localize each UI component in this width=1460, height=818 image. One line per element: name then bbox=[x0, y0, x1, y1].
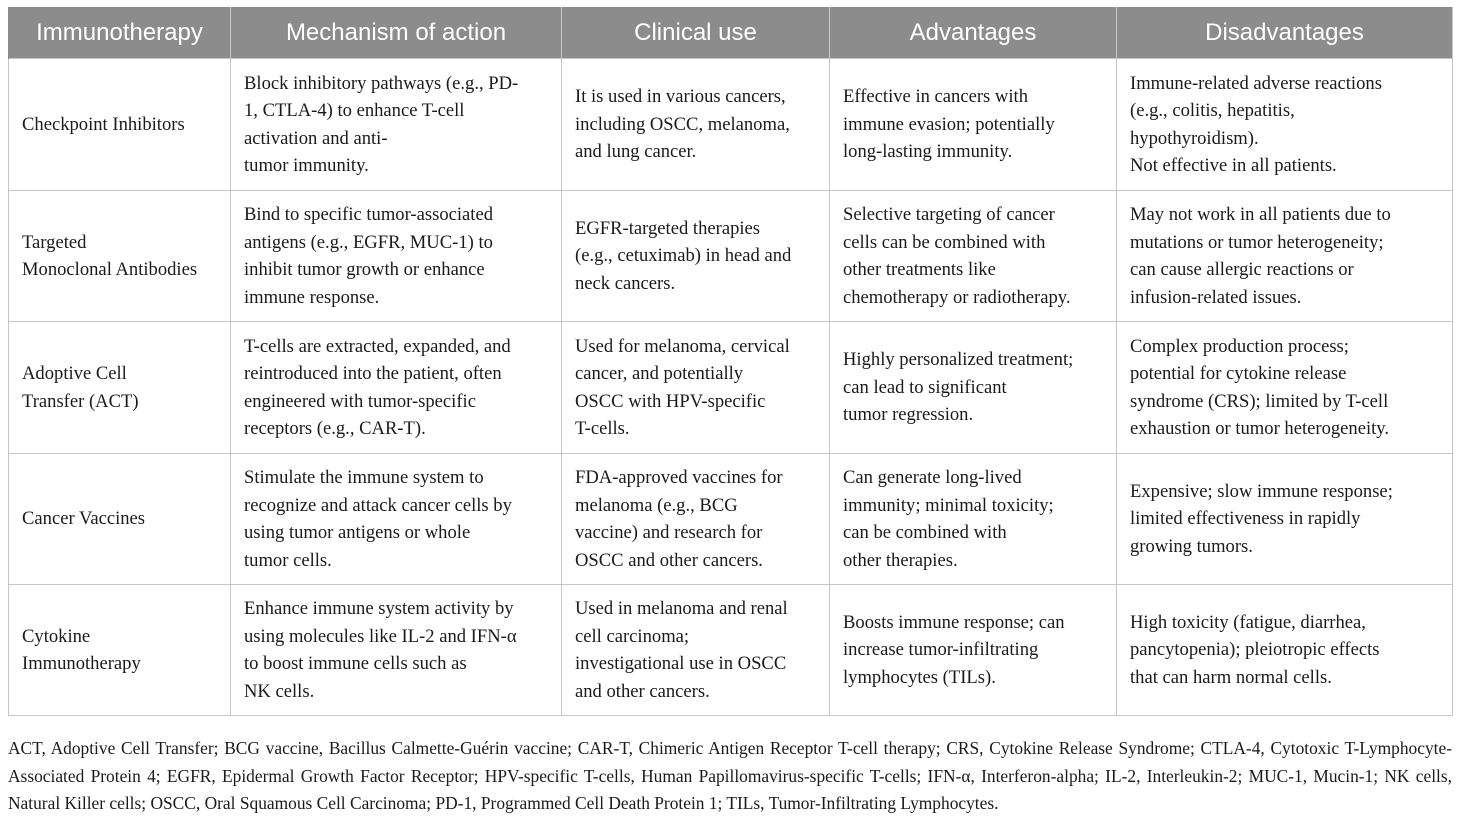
cell-line: May not work in all patients due to bbox=[1130, 204, 1391, 225]
cell-clinical-use bbox=[562, 59, 830, 191]
cell-line: Highly personalized treatment; bbox=[843, 349, 1074, 371]
cell-line: Boosts immune response; can bbox=[843, 611, 1065, 633]
cell-line: limited effectiveness in rapidly bbox=[1130, 508, 1361, 530]
cell-line: Adoptive Cell bbox=[22, 363, 127, 384]
cell-line: Monoclonal Antibodies bbox=[22, 259, 198, 280]
cell-line: using tumor antigens or whole bbox=[244, 522, 471, 543]
cell-line: infusion-related issues. bbox=[1130, 286, 1302, 308]
cell-line: vaccine) and research for bbox=[575, 522, 763, 543]
cell-line: growing tumors. bbox=[1130, 535, 1253, 557]
cell-line: tumor cells. bbox=[244, 549, 332, 571]
cell-line: tumor immunity. bbox=[244, 155, 369, 176]
cell-mechanism bbox=[231, 191, 562, 322]
table-header bbox=[9, 7, 1453, 59]
cell-line: Can generate long-lived bbox=[843, 467, 1022, 488]
cell-line: to boost immune cells such as bbox=[244, 653, 467, 674]
cell-line: NK cells. bbox=[244, 680, 315, 702]
cell-disadvantages bbox=[1117, 322, 1453, 454]
cell-line: engineered with tumor-specific bbox=[244, 390, 476, 412]
cell-line: receptors (e.g., CAR-T). bbox=[244, 418, 426, 439]
cell-line: mutations or tumor heterogeneity; bbox=[1130, 231, 1384, 253]
immunotherapy-table bbox=[8, 7, 1453, 716]
cell-disadvantages bbox=[1117, 454, 1453, 585]
cell-line: Bind to specific tumor-associated bbox=[244, 204, 494, 225]
cell-line: FDA-approved vaccines for bbox=[575, 467, 783, 488]
cell-line: Transfer (ACT) bbox=[22, 390, 139, 412]
cell-line: immune evasion; potentially bbox=[843, 113, 1055, 135]
cell-line: 1, CTLA-4) to enhance T-cell bbox=[244, 100, 465, 121]
cell-immunotherapy bbox=[9, 585, 231, 716]
cell-line: can be combined with bbox=[843, 522, 1007, 543]
cell-mechanism bbox=[231, 322, 562, 454]
cell-line: that can harm normal cells. bbox=[1130, 666, 1332, 688]
cell-immunotherapy bbox=[9, 59, 231, 191]
cell-disadvantages bbox=[1117, 191, 1453, 322]
cell-line: lymphocytes (TILs). bbox=[843, 666, 996, 688]
cell-line: chemotherapy or radiotherapy. bbox=[843, 286, 1071, 308]
cell-mechanism bbox=[231, 59, 562, 191]
cell-line: EGFR-targeted therapies bbox=[575, 217, 761, 239]
cell-line: investigational use in OSCC bbox=[575, 653, 787, 674]
cell-line: (e.g., cetuximab) in head and bbox=[575, 245, 792, 267]
header-row bbox=[9, 7, 1453, 59]
table-body bbox=[9, 59, 1453, 716]
cell-line: tumor regression. bbox=[843, 404, 974, 426]
cell-line: T-cells are extracted, expanded, and bbox=[244, 335, 511, 357]
cell-immunotherapy bbox=[9, 322, 231, 454]
cell-line: potential for cytokine release bbox=[1130, 363, 1347, 384]
table-row bbox=[9, 59, 1453, 191]
cell-immunotherapy bbox=[9, 191, 231, 322]
cell-line: including OSCC, melanoma, bbox=[575, 113, 790, 135]
cell-line: can lead to significant bbox=[843, 376, 1007, 398]
cell-line: antigens (e.g., EGFR, MUC-1) to bbox=[244, 231, 493, 253]
cell-line: recognize and attack cancer cells by bbox=[244, 494, 512, 516]
cell-line: Block inhibitory pathways (e.g., PD- bbox=[244, 72, 519, 94]
table-row bbox=[9, 191, 1453, 322]
cell-line: other treatments like bbox=[843, 259, 996, 280]
cell-line: Used in melanoma and renal bbox=[575, 598, 788, 619]
cell-line: other therapies. bbox=[843, 549, 958, 571]
cell-line: syndrome (CRS); limited by T-cell bbox=[1130, 390, 1389, 412]
cell-line: immunity; minimal toxicity; bbox=[843, 494, 1054, 516]
cell-mechanism bbox=[231, 454, 562, 585]
cell-line: Not effective in all patients. bbox=[1130, 155, 1337, 176]
cell-line: OSCC with HPV-specific bbox=[575, 390, 766, 412]
cell-clinical-use bbox=[562, 191, 830, 322]
cell-line: Targeted bbox=[22, 231, 87, 253]
header-mechanism-of-action: Mechanism of action bbox=[231, 7, 562, 59]
cell-line: exhaustion or tumor heterogeneity. bbox=[1130, 418, 1390, 439]
cell-line: Effective in cancers with bbox=[843, 86, 1028, 108]
cell-line: pancytopenia); pleiotropic effects bbox=[1130, 639, 1380, 661]
cell-advantages bbox=[830, 59, 1117, 191]
cell-line: and lung cancer. bbox=[575, 141, 697, 163]
cell-line: Stimulate the immune system to bbox=[244, 467, 484, 488]
cell-line: OSCC and other cancers. bbox=[575, 549, 763, 571]
cell-line: reintroduced into the patient, often bbox=[244, 363, 502, 384]
cell-advantages bbox=[830, 585, 1117, 716]
table-row bbox=[9, 322, 1453, 454]
cell-line: Complex production process; bbox=[1130, 335, 1349, 357]
table-row bbox=[9, 454, 1453, 585]
cell-line: immune response. bbox=[244, 286, 380, 308]
cell-line: neck cancers. bbox=[575, 272, 676, 294]
cell-line: It is used in various cancers, bbox=[575, 86, 786, 108]
cell-line: cell carcinoma; bbox=[575, 625, 690, 647]
cell-line: Immunotherapy bbox=[22, 653, 141, 674]
header-advantages: Advantages bbox=[830, 7, 1117, 59]
cell-line: hypothyroidism). bbox=[1130, 127, 1259, 149]
cell-line: Checkpoint Inhibitors bbox=[22, 113, 185, 135]
cell-line: inhibit tumor growth or enhance bbox=[244, 259, 485, 280]
cell-line: T-cells. bbox=[575, 418, 630, 439]
cell-line: cells can be combined with bbox=[843, 231, 1046, 253]
cell-line: High toxicity (fatigue, diarrhea, bbox=[1130, 611, 1366, 633]
cell-line: Expensive; slow immune response; bbox=[1130, 480, 1393, 502]
cell-line: Enhance immune system activity by bbox=[244, 598, 514, 619]
cell-clinical-use bbox=[562, 585, 830, 716]
cell-advantages bbox=[830, 322, 1117, 454]
cell-clinical-use bbox=[562, 454, 830, 585]
cell-line: Cytokine bbox=[22, 625, 91, 647]
table-row bbox=[9, 585, 1453, 716]
cell-line: using molecules like IL-2 and IFN-α bbox=[244, 625, 517, 647]
table-footnote: ACT, Adoptive Cell Transfer; BCG vaccine, Bacillus Calmette-Guérin vaccine; CAR-T, Chimeric Antigen Receptor T-cell therapy; CRS, Cytokine Release Syndrome; CTLA-4, Cytotoxic T-Lymphocyte-Associated Protein 4; EGFR, Epidermal Growth Factor Receptor; HPV-specific T-cells, Human Papillomavirus-specific T-cells; IFN-α, Interferon-alpha; IL-2, Interleukin-2; MUC-1, Mucin-1; NK cells, Natural Killer cells; OSCC, Oral Squamous Cell Carcinoma; PD-1, Programmed Cell Death Protein 1; TILs, Tumor-Infiltrating Lymphocytes. bbox=[8, 738, 1452, 814]
cell-line: Used for melanoma, cervical bbox=[575, 335, 790, 357]
cell-line: Immune-related adverse reactions bbox=[1130, 72, 1382, 94]
cell-line: and other cancers. bbox=[575, 680, 710, 702]
cell-advantages bbox=[830, 454, 1117, 585]
cell-line: increase tumor-infiltrating bbox=[843, 639, 1039, 661]
cell-line: (e.g., colitis, hepatitis, bbox=[1130, 100, 1295, 121]
cell-disadvantages bbox=[1117, 585, 1453, 716]
cell-line: activation and anti- bbox=[244, 127, 388, 149]
cell-advantages bbox=[830, 191, 1117, 322]
immunotherapy-table-container bbox=[8, 7, 1452, 716]
cell-mechanism bbox=[231, 585, 562, 716]
header-immunotherapy: Immunotherapy bbox=[9, 7, 231, 59]
cell-line: Selective targeting of cancer bbox=[843, 204, 1055, 225]
cell-immunotherapy bbox=[9, 454, 231, 585]
cell-line: Cancer Vaccines bbox=[22, 508, 146, 530]
header-clinical-use: Clinical use bbox=[562, 7, 830, 59]
cell-line: long-lasting immunity. bbox=[843, 141, 1013, 163]
header-disadvantages: Disadvantages bbox=[1117, 7, 1453, 59]
cell-line: melanoma (e.g., BCG bbox=[575, 494, 738, 516]
cell-clinical-use bbox=[562, 322, 830, 454]
cell-line: cancer, and potentially bbox=[575, 363, 744, 384]
cell-disadvantages bbox=[1117, 59, 1453, 191]
cell-line: can cause allergic reactions or bbox=[1130, 259, 1354, 280]
